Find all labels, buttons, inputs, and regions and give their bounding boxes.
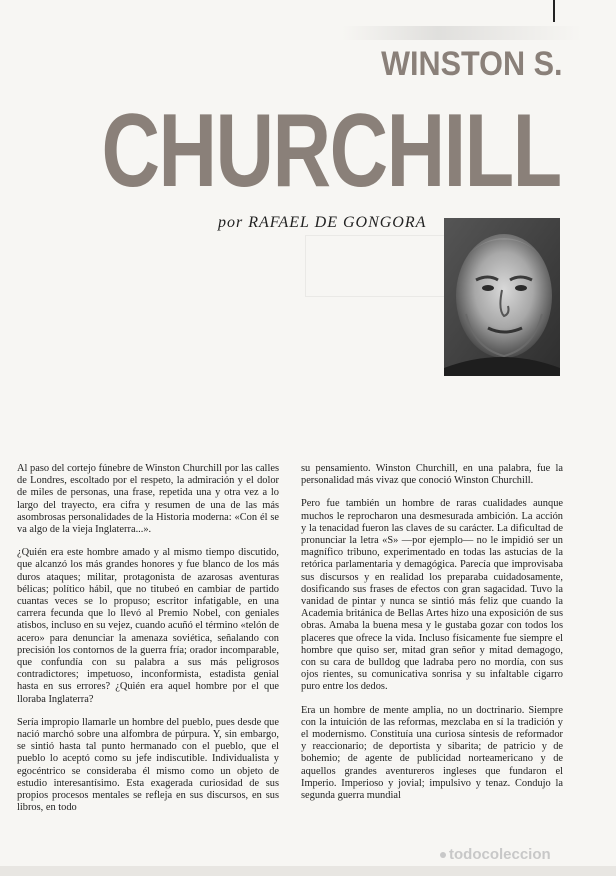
article-paragraph: su pensamiento. Winston Churchill, en una palabra, fue la personalidad más vivaz que conoció Winston Churchill. (301, 463, 563, 487)
article-paragraph: Era un hombre de mente amplia, no un doctrinario. Siempre con la intuición de las reformas, mezclaba en sí la tradición y el modernismo. Constituía una curiosa síntesis de reformador y reaccionario; de deportista y sibarita; de patricio y de bohemio; de agente de publicidad norteamericano y de aquellos grandes aventureros ingleses que fundaron el Imperio. Imperioso y jovial; impulsivo y tenaz. Condujo la segunda guerra mundial (301, 704, 563, 802)
article-paragraph: ¿Quién era este hombre amado y al mismo tiempo discutido, que alcanzó los más grandes honores y fue blanco de los más duros ataques; militar, protagonista de azarosas aventuras bélicas; político hábil, que no titubeó en cambiar de partido cuantas veces se lo propuso; escritor infatigable, en una carrera fecunda que lo llevó al Premio Nobel, con geniales atisbos, incluso en su vejez, cuando acuñó el término «telón de acero» para denunciar la amenaza soviética, señalando con precisión los contornos de la guerra fría; orador incomparable, que confundía con su palabra a sus más peligrosos contradictores; impetuoso, inconformista, estadista genial hasta en sus errores? ¿Quién era aquel hombre por el que lloraba Inglaterra? (17, 547, 279, 705)
title-first-name: WINSTON S. (380, 45, 562, 83)
article-paragraph: Pero fue también un hombre de raras cualidades aunque muchos le reprocharon una desmesurada ambición. La acción y la tenacidad fueron las claves de su carácter. La dificultad de pronunciar la letra «S» —por ejemplo— no le impidió ser un magnífico tribuno, experimentado en todas las astucias de la retórica parlamentaria y demagógica. Parecía que improvisaba sus discursos y en realidad los preparaba cuidadosamente, dosificando sus frases de efectos con gran sagacidad. Tuvo la vanidad de pintar y nunca se sintió más feliz que cuando la Academia británica de Bellas Artes hizo una exposición de sus obras. Amaba la buena mesa y le gustaba gozar con todos los placeres que ofrece la vida. Incluso físicamente fue siempre el hombre que quiso ser, mitad gran señor y mitad demagogo, con su cara de bulldog que ladraba pero no mordía, con sus ojos rientes, su comunicativa sonrisa y su infaltable cigarro puro entre los dedos. (301, 498, 563, 693)
portrait-photo (444, 218, 560, 376)
scan-bottom-band (0, 866, 616, 876)
bleed-through-strip (342, 26, 582, 40)
article-column-right (301, 463, 563, 863)
watermark-text: todocoleccion (449, 846, 551, 863)
author-byline: por RAFAEL DE GONGORA (218, 214, 427, 231)
watermark-dot-icon (440, 852, 446, 858)
article-paragraph: Sería impropio llamarle un hombre del pueblo, pues desde que nació marchó sobre una alfombra de púrpura. Y, sin embargo, se sintió hasta tal punto hermanado con el pueblo, que el pueblo lo aceptó como su jefe indiscutible. Individualista y egocéntrico se consideraba él mismo como un objeto de estudio interesantísimo. Esta exagerada curiosidad de sus propios procesos mentales se refleja en sus discursos, en sus libros, en todo (17, 716, 279, 814)
article-column-left (17, 463, 279, 863)
page-edge-mark (553, 0, 555, 22)
article-paragraph: Al paso del cortejo fúnebre de Winston Churchill por las calles de Londres, escoltado por el respeto, la admiración y el dolor de miles de personas, una frase, repetida una y otra vez a lo largo del trayecto, era cifra y resumen de una de las más asombrosas personalidades de la Historia moderna: «Con él se va algo de la vieja Inglaterra...». (17, 463, 279, 536)
bleed-through-box (305, 235, 447, 297)
portrait-illustration (444, 218, 560, 376)
watermark (440, 846, 551, 863)
title-surname: CHURCHILL (101, 93, 561, 209)
